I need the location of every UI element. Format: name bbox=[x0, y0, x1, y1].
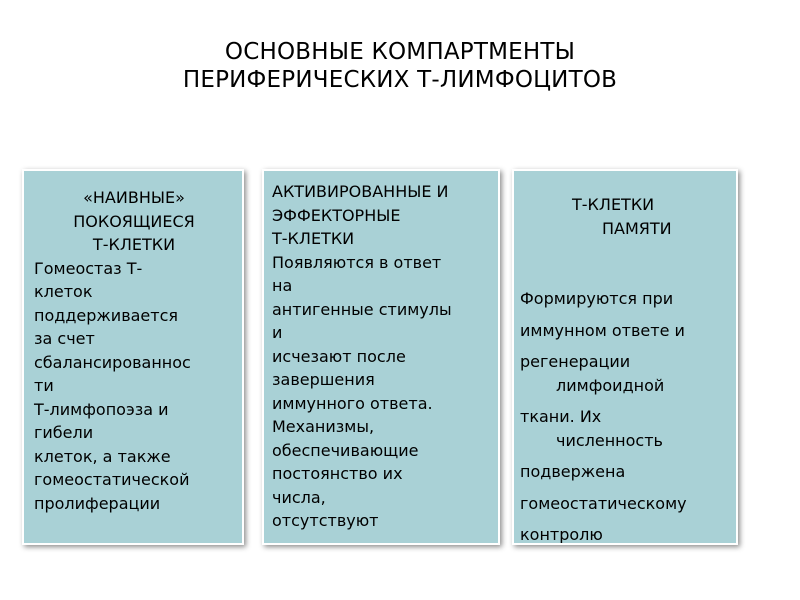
box-text-line: клеток bbox=[34, 282, 93, 301]
box-heading-line: ПАМЯТИ bbox=[602, 218, 672, 238]
box-text-line: числа, bbox=[272, 487, 326, 507]
box-text-line: лимфоидной bbox=[556, 375, 665, 395]
box-text-line: исчезают после bbox=[272, 346, 406, 366]
box-text-line: иммунного ответа. bbox=[272, 393, 433, 413]
box-text-line: Механизмы, bbox=[272, 417, 375, 436]
box-text-line: Гомеостаз Т- bbox=[34, 258, 143, 278]
box-text-line: обеспечивающие bbox=[272, 440, 419, 460]
box-text-line: клеток, а также bbox=[34, 446, 171, 466]
slide-title bbox=[0, 38, 800, 94]
box-text-line: постоянство их bbox=[272, 464, 403, 483]
naive-t-cells-box bbox=[22, 169, 244, 545]
box-text-line: и bbox=[272, 323, 283, 342]
slide-title-line-2: ПЕРИФЕРИЧЕСКИХ Т-ЛИМФОЦИТОВ bbox=[182, 67, 618, 93]
box-text-line: Т-лимфопоэза и bbox=[34, 399, 169, 419]
box-text-line: гибели bbox=[34, 423, 94, 442]
box-heading-line: Т-КЛЕТКИ bbox=[572, 195, 655, 214]
box-text-line: регенерации bbox=[520, 352, 631, 371]
box-text-line: за счет bbox=[34, 329, 95, 348]
box-text-line: подвержена bbox=[520, 462, 626, 481]
box-text-line: на bbox=[272, 276, 293, 295]
box-text-line: пролиферации bbox=[34, 493, 161, 513]
box-text-line: сбалансированнос bbox=[34, 352, 191, 372]
box-text-line: антигенные стимулы bbox=[272, 299, 452, 319]
box-heading-line: «НАИВНЫЕ» bbox=[83, 188, 185, 207]
box-text-line: контролю bbox=[520, 525, 603, 544]
memory-t-cells-box bbox=[512, 169, 738, 545]
box-text-line: иммунном ответе и bbox=[520, 320, 685, 340]
activated-effector-t-cells-box bbox=[262, 169, 500, 545]
box-text-line: гомеостатическому bbox=[520, 493, 687, 513]
box-text-line: завершения bbox=[272, 370, 375, 389]
slide-title-line-1: ОСНОВНЫЕ КОМПАРТМЕНТЫ bbox=[224, 39, 576, 65]
spacer bbox=[520, 240, 736, 287]
box-text-line: численность bbox=[556, 430, 663, 450]
box-text-line: Т-КЛЕТКИ bbox=[272, 229, 355, 248]
box-text-line: поддерживается bbox=[34, 305, 179, 325]
box-heading-line: ПОКОЯЩИЕСЯ bbox=[73, 211, 195, 231]
box-text-line: ткани. Их bbox=[520, 407, 602, 426]
box-text-line: ти bbox=[34, 376, 54, 395]
box-text-line: Появляются в ответ bbox=[272, 252, 442, 272]
box-text-line: гомеостатической bbox=[34, 470, 190, 489]
box-text-line: отсутствуют bbox=[272, 511, 379, 530]
box-heading-line: Т-КЛЕТКИ bbox=[92, 235, 176, 254]
box-text-line: ЭФФЕКТОРНЫЕ bbox=[272, 205, 401, 225]
box-text-line: АКТИВИРОВАННЫЕ И bbox=[272, 182, 449, 201]
box-text-line: Формируются при bbox=[520, 289, 674, 308]
